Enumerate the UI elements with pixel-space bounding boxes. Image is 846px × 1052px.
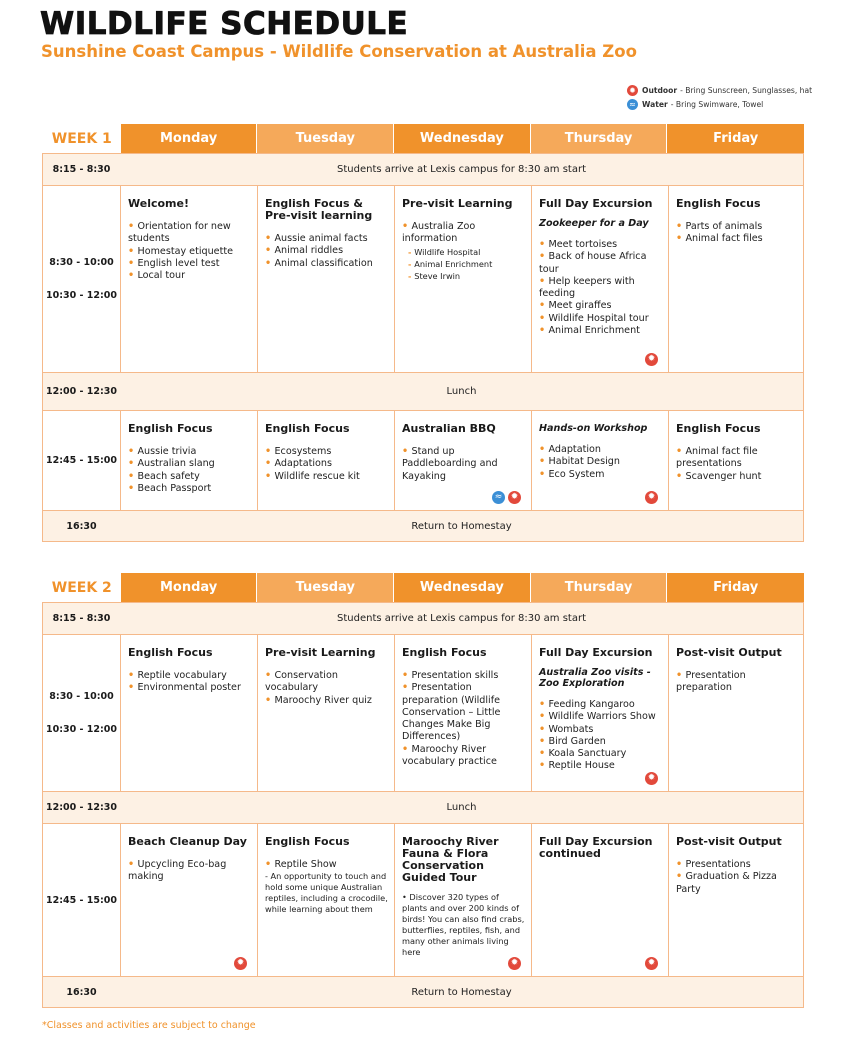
legend-water-text: - Bring Swimware, Towel xyxy=(670,100,764,109)
activity-list xyxy=(402,221,525,246)
time-label xyxy=(43,635,120,791)
activity-item: • Reptile Show xyxy=(265,859,388,871)
activity-item: • Orientation for new students xyxy=(128,221,251,246)
day-header-tuesday: Tuesday xyxy=(257,124,393,153)
lunch-row xyxy=(43,791,803,823)
activity-list xyxy=(676,221,799,246)
activity-list xyxy=(265,446,388,483)
activity-item: • Wildlife rescue kit xyxy=(265,471,388,483)
return-text: Return to Homestay xyxy=(120,977,803,1007)
day-header-thursday: Thursday xyxy=(531,124,667,153)
sun-icon: ✹ xyxy=(508,957,521,970)
activity-title: English Focus xyxy=(265,422,350,435)
return-row xyxy=(43,976,803,1007)
activity-title: Pre-visit Learning xyxy=(265,646,376,659)
activity-list xyxy=(128,446,251,495)
activity-list xyxy=(676,670,799,695)
activity-item: • Habitat Design xyxy=(539,456,662,468)
activity-title: Welcome! xyxy=(128,197,189,210)
activity-item: • Upcycling Eco-bag making xyxy=(128,859,251,884)
activity-item: • Animal fact files xyxy=(676,233,799,245)
activity-cell-tuesday xyxy=(257,824,394,976)
time-label-b: 10:30 - 12:00 xyxy=(45,724,118,735)
time-label: 12:00 - 12:30 xyxy=(43,373,120,410)
morning-row xyxy=(43,185,803,372)
activity-title: Full Day Excursion xyxy=(539,197,653,210)
activity-note: - An opportunity to touch and hold some unique Australian reptiles, including a crocodile, while learning about them xyxy=(265,871,388,915)
time-label: 8:15 - 8:30 xyxy=(43,154,120,185)
activity-title: English Focus xyxy=(128,646,213,659)
day-header-friday: Friday xyxy=(667,573,804,602)
activity-item: • Australia Zoo information xyxy=(402,221,525,246)
activity-title: English Focus xyxy=(676,422,761,435)
activity-title: Full Day Excursion xyxy=(539,646,653,659)
sun-icon: ✹ xyxy=(645,353,658,366)
activity-cell-tuesday xyxy=(257,186,394,372)
week-header-row xyxy=(42,573,804,602)
activity-item: • Reptile vocabulary xyxy=(128,670,251,682)
activity-item: • Beach Passport xyxy=(128,483,251,495)
activity-subtitle: Australia Zoo visits - Zoo Exploration xyxy=(539,667,651,689)
activity-subitem: - Animal Enrichment xyxy=(402,258,525,270)
activity-cell-monday xyxy=(120,635,257,791)
activity-title: Full Day Excursion continued xyxy=(539,835,653,860)
activity-item: • Wildlife Hospital tour xyxy=(539,313,662,325)
activity-cell-friday xyxy=(668,824,805,976)
activity-list xyxy=(265,233,388,270)
activity-item: • Presentation preparation xyxy=(676,670,799,695)
activity-title: Post-visit Output xyxy=(676,646,782,659)
day-header-wednesday: Wednesday xyxy=(394,124,530,153)
schedule-grid xyxy=(42,153,804,542)
activity-sublist xyxy=(402,246,525,282)
time-label: 16:30 xyxy=(43,977,120,1007)
activity-list xyxy=(676,859,799,896)
activity-cell-wednesday xyxy=(394,186,531,372)
activity-icons xyxy=(645,353,658,366)
legend-water xyxy=(627,99,763,110)
activity-item: • Back of house Africa tour xyxy=(539,251,662,276)
legend-outdoor-text: - Bring Sunscreen, Sunglasses, hat xyxy=(680,86,813,95)
activity-icons xyxy=(492,491,521,504)
activity-item: • Help keepers with feeding xyxy=(539,276,662,301)
morning-row xyxy=(43,634,803,791)
activity-icons xyxy=(645,957,658,970)
time-label-b: 10:30 - 12:00 xyxy=(45,290,118,301)
week-label: WEEK 2 xyxy=(51,579,112,596)
activity-item: • Presentations xyxy=(676,859,799,871)
activity-subitem: - Steve Irwin xyxy=(402,270,525,282)
activity-icons xyxy=(508,957,521,970)
activity-cell-tuesday xyxy=(257,411,394,510)
activity-title: Post-visit Output xyxy=(676,835,782,848)
activity-item: • Reptile House xyxy=(539,760,662,772)
time-label-a: 8:30 - 10:00 xyxy=(49,691,114,702)
activity-title: English Focus xyxy=(265,835,350,848)
schedule-grid xyxy=(42,602,804,1008)
activity-item: • Australian slang xyxy=(128,458,251,470)
activity-list xyxy=(265,859,388,871)
activity-icons xyxy=(234,957,247,970)
activity-list xyxy=(402,670,525,768)
legend-outdoor-label: Outdoor xyxy=(642,86,678,95)
activity-item: • Wombats xyxy=(539,724,662,736)
activity-cell-thursday xyxy=(531,824,668,976)
activity-item: • Aussie animal facts xyxy=(265,233,388,245)
activity-title: English Focus xyxy=(676,197,761,210)
activity-title: Australian BBQ xyxy=(402,422,496,435)
activity-item: • Ecosystems xyxy=(265,446,388,458)
page-subtitle: Sunshine Coast Campus - Wildlife Conservation at Australia Zoo xyxy=(41,42,637,61)
activity-cell-monday xyxy=(120,186,257,372)
sun-icon: ✹ xyxy=(234,957,247,970)
activity-item: • Bird Garden xyxy=(539,736,662,748)
activity-list xyxy=(676,446,799,483)
activity-cell-monday xyxy=(120,411,257,510)
activity-item: • Local tour xyxy=(128,270,251,282)
activity-subitem: - Wildlife Hospital xyxy=(402,246,525,258)
week-header-row xyxy=(42,124,804,153)
afternoon-row xyxy=(43,410,803,510)
week-1-schedule xyxy=(42,124,804,542)
activity-cell-wednesday xyxy=(394,411,531,510)
activity-item: • Conservation vocabulary xyxy=(265,670,388,695)
activity-item: • Meet tortoises xyxy=(539,239,662,251)
activity-item: • Animal fact file presentations xyxy=(676,446,799,471)
activity-cell-friday xyxy=(668,635,805,791)
day-header-tuesday: Tuesday xyxy=(257,573,393,602)
legend-outdoor xyxy=(627,85,812,96)
lunch-text: Lunch xyxy=(120,792,803,823)
activity-cell-wednesday xyxy=(394,824,531,976)
activity-title: English Focus & Pre-visit learning xyxy=(265,197,373,222)
activity-cell-tuesday xyxy=(257,635,394,791)
time-label: 12:45 - 15:00 xyxy=(45,455,118,466)
time-label: 12:00 - 12:30 xyxy=(43,792,120,823)
activity-cell-monday xyxy=(120,824,257,976)
activity-list xyxy=(539,444,662,481)
activity-item: • Animal classification xyxy=(265,258,388,270)
time-label: 8:15 - 8:30 xyxy=(43,603,120,634)
activity-item: • Stand up Paddleboarding and Kayaking xyxy=(402,446,525,483)
activity-title: Maroochy River Fauna & Flora Conservation Guided Tour xyxy=(402,835,499,884)
activity-item: • Maroochy River vocabulary practice xyxy=(402,744,525,769)
activity-list xyxy=(128,670,251,695)
activity-list xyxy=(128,859,251,884)
activity-item: • Parts of animals xyxy=(676,221,799,233)
activity-item: • Beach safety xyxy=(128,471,251,483)
activity-cell-wednesday xyxy=(394,635,531,791)
activity-title: English Focus xyxy=(402,646,487,659)
activity-item: • Scavenger hunt xyxy=(676,471,799,483)
day-header-monday: Monday xyxy=(121,124,257,153)
activity-list xyxy=(539,699,662,773)
arrival-text: Students arrive at Lexis campus for 8:30 am start xyxy=(120,154,803,185)
activity-item: • Meet giraffes xyxy=(539,300,662,312)
activity-cell-thursday xyxy=(531,635,668,791)
activity-title: Hands-on Workshop xyxy=(539,423,648,434)
time-label: 16:30 xyxy=(43,511,120,541)
day-header-thursday: Thursday xyxy=(531,573,667,602)
activity-item: • Graduation & Pizza Party xyxy=(676,871,799,896)
activity-title: Pre-visit Learning xyxy=(402,197,513,210)
activity-item: • Adaptations xyxy=(265,458,388,470)
return-text: Return to Homestay xyxy=(120,511,803,541)
activity-title: English Focus xyxy=(128,422,213,435)
arrival-row xyxy=(43,154,803,185)
activity-cell-friday xyxy=(668,411,805,510)
footnote: *Classes and activities are subject to change xyxy=(42,1020,256,1031)
activity-list xyxy=(402,446,525,483)
activity-list xyxy=(128,221,251,282)
activity-item: • Adaptation xyxy=(539,444,662,456)
activity-item: • Presentation preparation (Wildlife Conservation – Little Changes Make Big Differences) xyxy=(402,682,525,743)
activity-list xyxy=(265,670,388,707)
page-title: WILDLIFE SCHEDULE xyxy=(40,6,409,42)
lunch-text: Lunch xyxy=(120,373,803,410)
activity-subtitle: Zookeeper for a Day xyxy=(539,218,649,229)
lunch-row xyxy=(43,372,803,410)
activity-item: • Eco System xyxy=(539,469,662,481)
day-header-friday: Friday xyxy=(667,124,804,153)
arrival-row xyxy=(43,603,803,634)
activity-note: • Discover 320 types of plants and over 200 kinds of birds! You can also find crabs, butterflies, reptiles, fish, and many other animals living here xyxy=(402,892,525,957)
activity-item: • Wildlife Warriors Show xyxy=(539,711,662,723)
activity-item: • Environmental poster xyxy=(128,682,251,694)
activity-item: • Aussie trivia xyxy=(128,446,251,458)
afternoon-row xyxy=(43,823,803,976)
week-2-schedule xyxy=(42,573,804,1008)
time-label-a: 8:30 - 10:00 xyxy=(49,257,114,268)
activity-item: • Maroochy River quiz xyxy=(265,695,388,707)
sun-icon: ✹ xyxy=(627,85,638,96)
activity-cell-friday xyxy=(668,186,805,372)
activity-item: • Animal Enrichment xyxy=(539,325,662,337)
swimmer-icon: ≈ xyxy=(627,99,638,110)
arrival-text: Students arrive at Lexis campus for 8:30 am start xyxy=(120,603,803,634)
activity-list xyxy=(539,239,662,337)
week-label: WEEK 1 xyxy=(51,130,112,147)
return-row xyxy=(43,510,803,541)
activity-item: • Homestay etiquette xyxy=(128,246,251,258)
sun-icon: ✹ xyxy=(645,772,658,785)
swimmer-icon: ≈ xyxy=(492,491,505,504)
activity-item: • Koala Sanctuary xyxy=(539,748,662,760)
activity-item: • English level test xyxy=(128,258,251,270)
activity-title: Beach Cleanup Day xyxy=(128,835,247,848)
activity-icons xyxy=(645,772,658,785)
time-label xyxy=(43,186,120,372)
sun-icon: ✹ xyxy=(645,491,658,504)
day-header-monday: Monday xyxy=(121,573,257,602)
activity-item: • Animal riddles xyxy=(265,245,388,257)
activity-cell-thursday xyxy=(531,411,668,510)
legend-water-label: Water xyxy=(642,100,668,109)
day-header-wednesday: Wednesday xyxy=(394,573,530,602)
time-label: 12:45 - 15:00 xyxy=(45,894,118,906)
activity-icons xyxy=(645,491,658,504)
activity-cell-thursday xyxy=(531,186,668,372)
activity-item: • Feeding Kangaroo xyxy=(539,699,662,711)
sun-icon: ✹ xyxy=(508,491,521,504)
activity-item: • Presentation skills xyxy=(402,670,525,682)
sun-icon: ✹ xyxy=(645,957,658,970)
